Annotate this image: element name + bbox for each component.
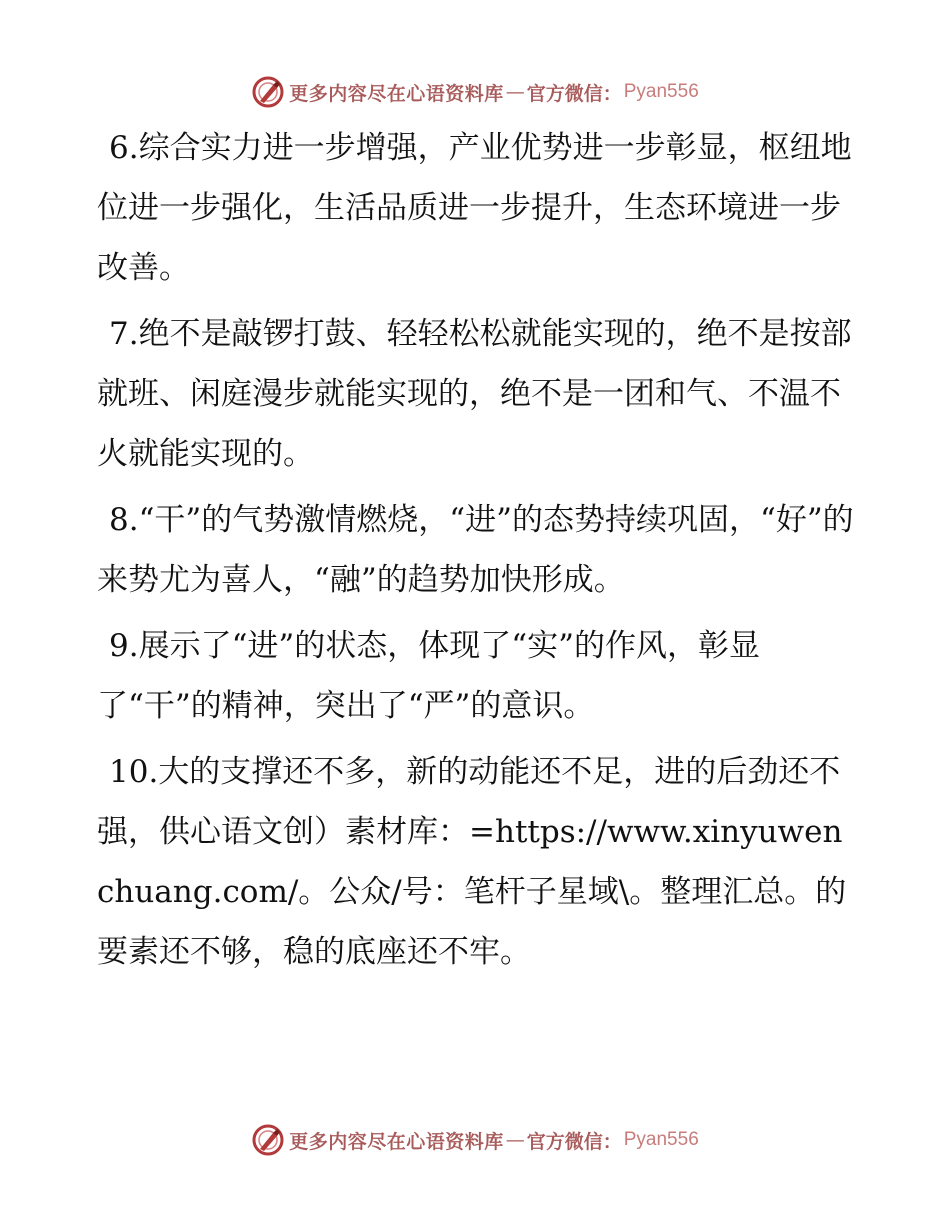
footer-site-text: 更多内容尽在心语资料库 xyxy=(289,1130,504,1153)
footer-wechat-id: Pyan556 xyxy=(623,1129,699,1150)
footer-wechat-label: 官方微信： xyxy=(526,1130,622,1153)
header-wechat-label: 官方微信： xyxy=(526,82,622,105)
paragraph-9 xyxy=(97,616,857,736)
paragraph-7 xyxy=(97,304,857,484)
body-content xyxy=(97,118,857,988)
paragraph-6-text: 6.综合实力进一步增强，产业优势进一步彰显，枢纽地位进一步强化，生活品质进一步提升，生态环境进一步改善。 xyxy=(97,130,852,286)
header-banner xyxy=(0,72,950,112)
paragraph-8-text: 8.“干”的气势激情燃烧，“进”的态势持续巩固，“好”的来势尤为喜人，“融”的趋势加快形成。 xyxy=(97,502,854,598)
paragraph-8 xyxy=(97,490,857,610)
footer-separator: — xyxy=(505,1129,525,1151)
header-wechat-id: Pyan556 xyxy=(623,81,699,102)
paragraph-7-text: 7.绝不是敲锣打鼓、轻轻松松就能实现的，绝不是按部就班、闲庭漫步就能实现的，绝不是一团和气、不温不火就能实现的。 xyxy=(97,316,852,472)
footer-banner xyxy=(0,1120,950,1160)
header-site-text: 更多内容尽在心语资料库 xyxy=(289,82,504,105)
header-separator: — xyxy=(505,81,525,103)
paragraph-10 xyxy=(97,742,857,982)
pen-nib-logo-icon xyxy=(251,1123,285,1157)
paragraph-9-text: 9.展示了“进”的状态，体现了“实”的作风，彰显了“干”的精神，突出了“严”的意识。 xyxy=(97,628,760,724)
paragraph-10-text: 10.大的支撑还不多，新的动能还不足，进的后劲还不强，供心语文创）素材库：=https://www.xinyuwenchuang.com/。公众/号：笔杆子星域\。整理汇总。的要素还不够，稳的底座还不牢。 xyxy=(97,754,847,970)
pen-nib-logo-icon xyxy=(251,75,285,109)
paragraph-6 xyxy=(97,118,857,298)
